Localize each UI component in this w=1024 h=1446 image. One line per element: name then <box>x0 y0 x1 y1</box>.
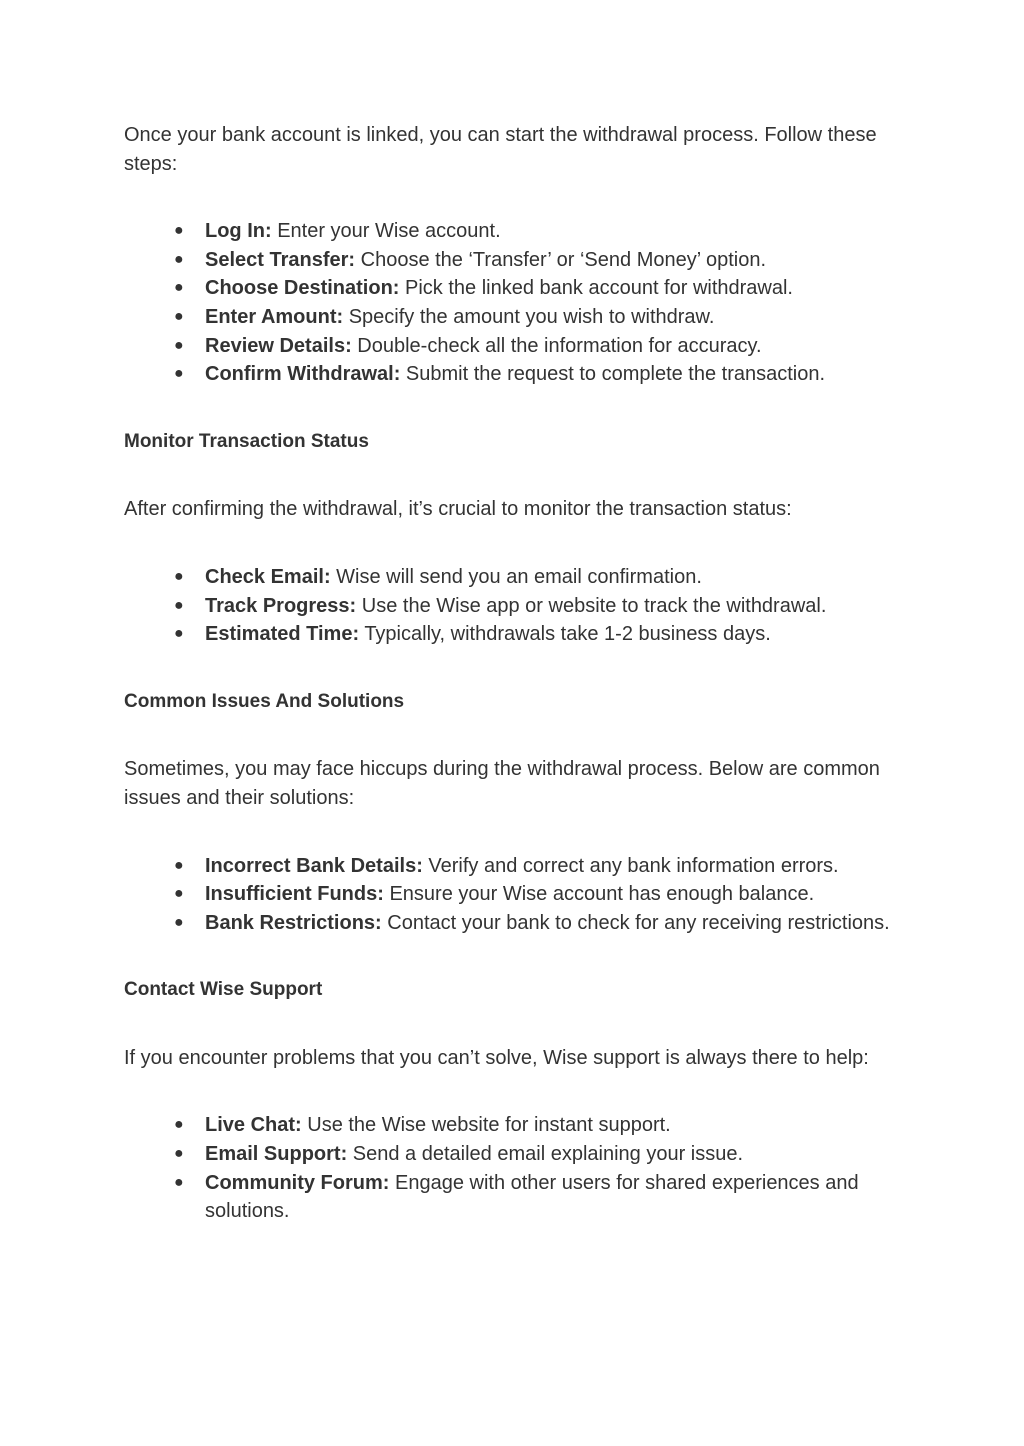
item-desc: Pick the linked bank account for withdrawal. <box>399 277 793 300</box>
item-desc: Double-check all the information for accuracy. <box>351 334 762 357</box>
list-item <box>124 852 904 881</box>
list-item <box>124 332 904 361</box>
issues-list <box>124 852 904 938</box>
item-desc: Ensure your Wise account has enough balance. <box>383 883 815 906</box>
list-item <box>124 274 904 303</box>
list-item <box>124 620 904 649</box>
item-desc: Send a detailed email explaining your issue. <box>347 1143 744 1166</box>
monitor-list <box>124 563 904 649</box>
item-term: Check Email: <box>205 565 331 588</box>
item-desc: Typically, withdrawals take 1-2 business days. <box>359 623 771 646</box>
bullet-icon: ● <box>174 1173 184 1191</box>
item-desc: Choose the ‘Transfer’ or ‘Send Money’ option. <box>355 248 767 271</box>
item-term: Choose Destination: <box>205 277 400 300</box>
item-term: Insufficient Funds: <box>205 883 384 906</box>
item-term: Community Forum: <box>205 1171 390 1194</box>
issues-paragraph: Sometimes, you may face hiccups during the withdrawal process. Below are common issues and their solutions: <box>124 758 880 809</box>
list-item <box>124 592 904 621</box>
bullet-icon: ● <box>174 856 184 874</box>
withdrawal-steps-list <box>124 217 904 389</box>
bullet-icon: ● <box>174 307 184 325</box>
item-desc: Submit the request to complete the transaction. <box>400 363 826 386</box>
list-item <box>124 909 904 938</box>
item-term: Enter Amount: <box>205 305 344 328</box>
list-item <box>124 1140 904 1169</box>
list-item <box>124 1111 904 1140</box>
bullet-icon: ● <box>174 1116 184 1134</box>
monitor-heading: Monitor Transaction Status <box>124 430 369 452</box>
list-item <box>124 246 904 275</box>
item-desc: Specify the amount you wish to withdraw. <box>343 305 715 328</box>
document-page <box>124 121 904 1265</box>
bullet-icon: ● <box>174 625 184 643</box>
bullet-icon: ● <box>174 885 184 903</box>
item-term: Log In: <box>205 220 272 243</box>
list-item <box>124 217 904 246</box>
item-desc: Wise will send you an email confirmation. <box>330 565 702 588</box>
bullet-icon: ● <box>174 913 184 931</box>
support-paragraph: If you encounter problems that you can’t solve, Wise support is always there to help: <box>124 1046 869 1069</box>
bullet-icon: ● <box>174 567 184 585</box>
item-desc: Use the Wise app or website to track the withdrawal. <box>356 594 827 617</box>
item-term: Confirm Withdrawal: <box>205 363 401 386</box>
list-item <box>124 303 904 332</box>
bullet-icon: ● <box>174 222 184 240</box>
bullet-icon: ● <box>174 250 184 268</box>
bullet-icon: ● <box>174 1145 184 1163</box>
item-term: Live Chat: <box>205 1114 302 1137</box>
item-desc: Verify and correct any bank information errors. <box>422 854 839 877</box>
item-term: Review Details: <box>205 334 352 357</box>
bullet-icon: ● <box>174 365 184 383</box>
item-desc: Contact your bank to check for any receiving restrictions. <box>381 911 890 934</box>
list-item <box>124 563 904 592</box>
item-term: Incorrect Bank Details: <box>205 854 423 877</box>
bullet-icon: ● <box>174 279 184 297</box>
item-desc: Use the Wise website for instant support. <box>301 1114 671 1137</box>
list-item <box>124 1169 904 1226</box>
bullet-icon: ● <box>174 336 184 354</box>
bullet-icon: ● <box>174 596 184 614</box>
item-term: Bank Restrictions: <box>205 911 382 934</box>
list-item <box>124 880 904 909</box>
support-list <box>124 1111 904 1225</box>
monitor-paragraph: After confirming the withdrawal, it’s crucial to monitor the transaction status: <box>124 498 792 521</box>
item-term: Track Progress: <box>205 594 357 617</box>
item-term: Email Support: <box>205 1143 348 1166</box>
list-item <box>124 360 904 389</box>
item-term: Estimated Time: <box>205 623 360 646</box>
item-desc: Engage with other users for shared experiences and solutions. <box>205 1171 859 1223</box>
item-desc: Enter your Wise account. <box>271 220 501 243</box>
item-term: Select Transfer: <box>205 248 356 271</box>
support-heading: Contact Wise Support <box>124 979 323 1001</box>
issues-heading: Common Issues And Solutions <box>124 690 405 712</box>
intro-paragraph: Once your bank account is linked, you can start the withdrawal process. Follow these steps: <box>124 124 877 175</box>
